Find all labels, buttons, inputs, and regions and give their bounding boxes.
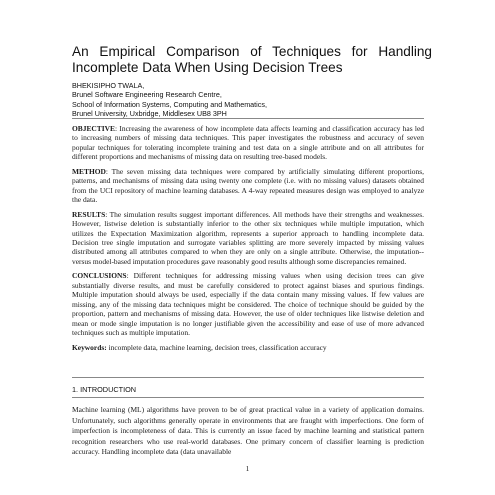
page-number: 1 bbox=[245, 464, 250, 473]
abstract-objective bbox=[72, 124, 424, 162]
results-text: : The simulation results suggest important differences. All methods have their strengths and weaknesses. However, listwise deletion is substantially inferior to the other six techniques while multiple imputation, which utilizes the Expectation Maximization algorithm, represents a superior approach to handling incomplete data. Decision tree single imputation and surrogate variables splitting are more severely impacted by missing values distributed among all attributes compared to when they are only on a single attribute. Otherwise, the imputation--versus model-based imputation procedures gave reasonably good results although some discrepancies remained. bbox=[72, 209, 424, 266]
keywords bbox=[72, 343, 424, 352]
method-label: METHOD bbox=[72, 166, 106, 176]
keywords-text: incomplete data, machine learning, decision trees, classification accuracy bbox=[106, 342, 327, 352]
results-label: RESULTS bbox=[72, 209, 106, 219]
author-block bbox=[72, 81, 432, 118]
author-name: BHEKISIPHO TWALA, bbox=[72, 81, 145, 90]
conclusions-text: : Different techniques for addressing missing values when using decision trees can give substantially diverse results, and must be carefully considered to protect against biases and spurious findings. Multiple imputation should always be used, especially if the data contain many missing values. If few values are missing, any of the missing data techniques might be considered. The choice of technique should be guided by the proportion, pattern and mechanisms of missing data. However, the use of older techniques like listwise deletion and mean or mode single imputation is no longer justifiable given the accessibility and ease of use of more advanced techniques such as multiple imputation. bbox=[72, 271, 424, 338]
keywords-label: Keywords: bbox=[72, 342, 107, 352]
introduction-paragraph: Machine learning (ML) algorithms have proven to be of great practical value in a variety of application domains. Unfortunately, such algorithms generally operate in environments that are fraught with imperfections. One form of imperfection is incompleteness of data. This is currently an issue faced by machine learning and statistical pattern recognition researchers who use real-world databases. One primary concern of classifier learning is prediction accuracy. Handling incomplete data (data unavailable bbox=[72, 405, 424, 457]
objective-text: : Increasing the awareness of how incomplete data affects learning and classification accuracy has led to increasing numbers of missing data techniques. This paper investigates the robustness and accuracy of seven popular techniques for tolerating incomplete training and test data on a single attribute and on all attributes for different proportions and mechanisms of missing data on resulting tree-based models. bbox=[72, 124, 424, 162]
author-affiliation: Brunel Software Engineering Research Centre, bbox=[72, 90, 222, 100]
abstract-results bbox=[72, 210, 424, 267]
conclusions-label: CONCLUSIONS bbox=[72, 271, 127, 281]
paper-title: An Empirical Comparison of Techniques for Handling Incomplete Data When Using Decision Trees bbox=[72, 44, 432, 75]
top-divider bbox=[72, 118, 424, 119]
abstract bbox=[72, 124, 424, 357]
section-heading-introduction: 1. INTRODUCTION bbox=[72, 385, 137, 394]
author-address: Brunel University, Uxbridge, Middlesex UB8 3PH bbox=[72, 108, 227, 118]
section-divider bbox=[72, 397, 424, 398]
abstract-conclusions bbox=[72, 271, 424, 337]
method-text: : The seven missing data techniques were compared by artificially simulating different proportions, patterns, and mechanisms of missing data using twenty one complete (i.e. with no missing values) datasets obtained from the UCI repository of machine learning databases. A 4-way repeated measures design was employed to analyze the data. bbox=[72, 166, 424, 205]
author-school: School of Information Systems, Computing and Mathematics, bbox=[72, 99, 267, 109]
abstract-bottom-divider bbox=[72, 377, 424, 378]
abstract-method bbox=[72, 167, 424, 205]
objective-label: OBJECTIVE bbox=[72, 124, 115, 133]
